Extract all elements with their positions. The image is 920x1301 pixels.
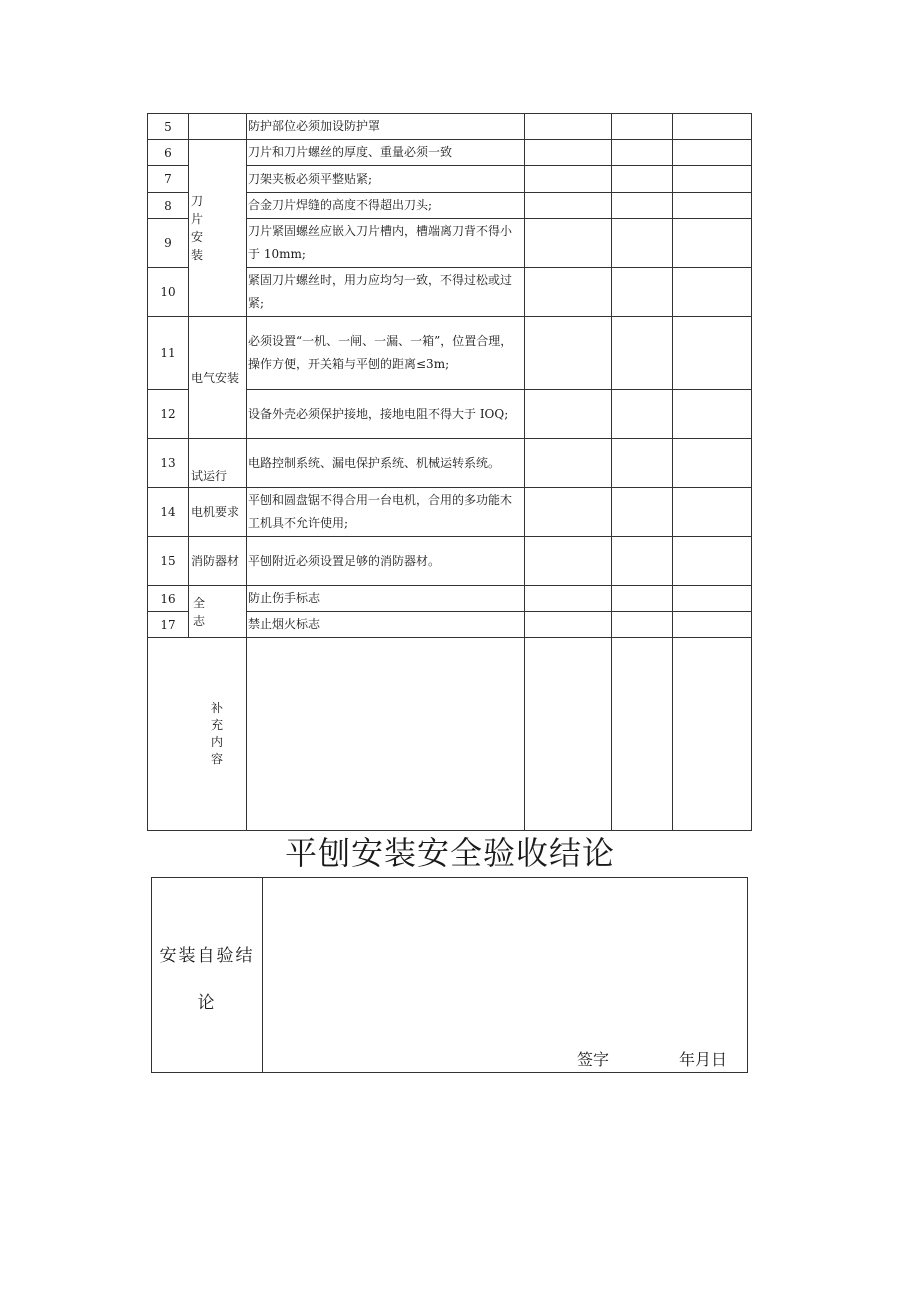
- blank-cell: [673, 193, 752, 219]
- blank-cell: [612, 537, 673, 586]
- blank-cell: [612, 219, 673, 268]
- check-item: 刀片紧固螺丝应嵌入刀片槽内，槽端离刀背不得小于 10mm;: [247, 219, 525, 268]
- blank-cell: [673, 114, 752, 140]
- category-motor: 电机要求: [189, 488, 247, 537]
- blank-cell: [525, 612, 612, 638]
- row-number: 17: [148, 612, 189, 638]
- blank-cell: [525, 114, 612, 140]
- blank-cell: [673, 390, 752, 439]
- table-row: [148, 537, 752, 586]
- conclusion-table: [151, 877, 748, 1073]
- row-number: 15: [148, 537, 189, 586]
- row-number: 10: [148, 268, 189, 317]
- category-safety-sign: 全志: [189, 586, 247, 638]
- conclusion-label: 安装自验结论: [152, 878, 263, 1073]
- blank-cell: [673, 140, 752, 166]
- blank-cell: [673, 268, 752, 317]
- blank-cell: [525, 488, 612, 537]
- blank-cell: [673, 317, 752, 390]
- inspection-table: [147, 113, 752, 831]
- row-number: 5: [148, 114, 189, 140]
- blank-cell: [673, 586, 752, 612]
- blank-cell: [525, 638, 612, 831]
- blank-cell: [673, 219, 752, 268]
- blank-cell: [673, 488, 752, 537]
- table-row: [148, 586, 752, 612]
- conclusion-body: [263, 878, 748, 1073]
- date-label: 年月日: [679, 1050, 728, 1069]
- blank-cell: [525, 537, 612, 586]
- table-row: [148, 114, 752, 140]
- blank-cell: [612, 638, 673, 831]
- check-item: 电路控制系统、漏电保护系统、机械运转系统。: [247, 439, 525, 488]
- check-item: 防止伤手标志: [247, 586, 525, 612]
- row-number: 14: [148, 488, 189, 537]
- check-item: 平刨附近必须设置足够的消防器材。: [247, 537, 525, 586]
- blank-cell: [525, 268, 612, 317]
- blank-cell: [525, 317, 612, 390]
- blank-cell: [525, 140, 612, 166]
- blank-cell: [525, 219, 612, 268]
- table-row: [148, 439, 752, 488]
- check-item: 刀架夹板必须平整贴紧;: [247, 166, 525, 193]
- category-electrical: 电气安装: [189, 317, 247, 439]
- blank-cell: [673, 612, 752, 638]
- category-trial: 试运行: [189, 439, 247, 488]
- blank-cell: [525, 390, 612, 439]
- blank-cell: [673, 537, 752, 586]
- row-number: 9: [148, 219, 189, 268]
- blank-cell: [525, 166, 612, 193]
- blank-cell: [612, 166, 673, 193]
- row-number: 12: [148, 390, 189, 439]
- supplement-label: 补充内容: [148, 638, 247, 831]
- blank-cell: [612, 140, 673, 166]
- blank-cell: [525, 439, 612, 488]
- blank-cell: [612, 612, 673, 638]
- category-fire: 消防器材: [189, 537, 247, 586]
- check-item: 紧固刀片螺丝时，用力应均匀一致，不得过松或过紧;: [247, 268, 525, 317]
- row-number: 6: [148, 140, 189, 166]
- blank-cell: [525, 586, 612, 612]
- check-item: 平刨和圆盘锯不得合用一台电机，合用的多功能木工机具不允许使用;: [247, 488, 525, 537]
- blank-cell: [612, 268, 673, 317]
- blank-cell: [525, 193, 612, 219]
- check-item: 合金刀片焊缝的高度不得超出刀头;: [247, 193, 525, 219]
- supplement-row: [148, 638, 752, 831]
- blank-cell: [612, 439, 673, 488]
- check-item: 刀片和刀片螺丝的厚度、重量必须一致: [247, 140, 525, 166]
- category-cell: [189, 114, 247, 140]
- check-item: 设备外壳必须保护接地，接地电阻不得大于 IOQ;: [247, 390, 525, 439]
- blank-cell: [673, 439, 752, 488]
- blank-cell: [612, 586, 673, 612]
- table-row: [148, 317, 752, 390]
- row-number: 13: [148, 439, 189, 488]
- table-row: [148, 488, 752, 537]
- table-row: [148, 140, 752, 166]
- row-number: 16: [148, 586, 189, 612]
- blank-cell: [612, 390, 673, 439]
- blank-cell: [612, 488, 673, 537]
- category-blade: 刀片安装: [189, 140, 247, 317]
- blank-cell: [673, 166, 752, 193]
- blank-cell: [673, 638, 752, 831]
- page-title: 平刨安装安全验收结论: [284, 834, 615, 872]
- supplement-content: [247, 638, 525, 831]
- blank-cell: [612, 317, 673, 390]
- row-number: 7: [148, 166, 189, 193]
- row-number: 11: [148, 317, 189, 390]
- check-item: 防护部位必须加设防护罩: [247, 114, 525, 140]
- check-item: 必须设置“一机、一闸、一漏、一箱”，位置合理，操作方便，开关箱与平刨的距离≤3m;: [247, 317, 525, 390]
- row-number: 8: [148, 193, 189, 219]
- blank-cell: [612, 193, 673, 219]
- blank-cell: [612, 114, 673, 140]
- check-item: 禁止烟火标志: [247, 612, 525, 638]
- signature-label: 签字: [577, 1050, 610, 1069]
